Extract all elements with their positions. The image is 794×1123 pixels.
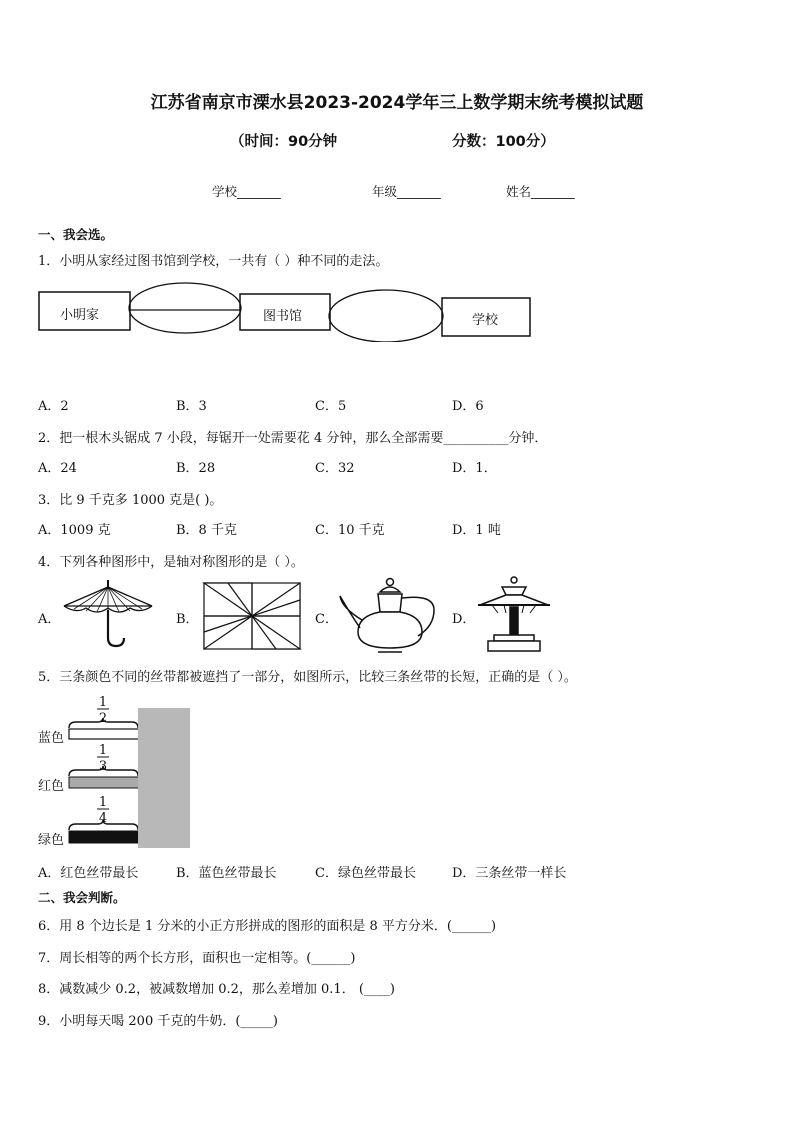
lamp-icon <box>476 575 552 655</box>
fraction-green-den: 4 <box>98 811 108 826</box>
q5-option-d[interactable]: D．三条丝带一样长 <box>452 866 567 881</box>
question-4-text: 4．下列各种图形中，是轴对称图形的是（ ）。 <box>38 555 304 570</box>
exam-time: （时间：90分钟 <box>230 134 338 150</box>
exam-score: 分数：100分） <box>452 134 555 150</box>
fraction-green-num: 1 <box>98 795 108 810</box>
question-5-text: 5．三条颜色不同的丝带都被遮挡了一部分，如图所示，比较三条丝带的长短，正确的是（ ）。 <box>38 670 577 685</box>
umbrella-icon <box>60 578 156 650</box>
q4-option-d[interactable]: D． <box>452 612 476 627</box>
q1-option-b[interactable]: B．3 <box>176 399 207 414</box>
name-field: 姓名_______ <box>506 184 575 199</box>
question-1-text: 1．小明从家经过图书馆到学校，一共有（ ）种不同的走法。 <box>38 254 389 269</box>
page-title: 江苏省南京市溧水县2023-2024学年三上数学期末统考模拟试题 <box>150 93 644 113</box>
q2-option-d[interactable]: D．1． <box>452 461 497 476</box>
place-school: 学校 <box>472 313 499 328</box>
question-6-text: 6．用 8 个边长是 1 分米的小正方形拼成的图形的面积是 8 平方分米．(______) <box>38 919 497 934</box>
q2-option-a[interactable]: A．24 <box>38 461 77 476</box>
place-home: 小明家 <box>60 308 100 323</box>
fraction-blue-num: 1 <box>98 695 108 710</box>
ribbon-label-green: 绿色 <box>38 833 65 848</box>
q3-option-d[interactable]: D．1 吨 <box>452 523 501 538</box>
q5-option-a[interactable]: A．红色丝带最长 <box>38 866 139 881</box>
ribbon-label-red: 红色 <box>38 779 65 794</box>
q2-option-c[interactable]: C．32 <box>315 461 355 476</box>
q3-option-b[interactable]: B．8 千克 <box>176 523 237 538</box>
q1-option-d[interactable]: D．6 <box>452 399 484 414</box>
question-8-text: 8．减数减少 0.2，被减数增加 0.2，那么差增加 0.1． (____) <box>38 982 395 997</box>
ribbon-blue <box>69 729 139 739</box>
section-1-title: 一、我会选。 <box>38 227 114 242</box>
fraction-red-den: 3 <box>98 759 108 774</box>
q2-option-b[interactable]: B．28 <box>176 461 216 476</box>
path-ellipse-2 <box>329 290 443 342</box>
ribbon-red <box>69 777 139 788</box>
q4-option-c[interactable]: C． <box>315 612 338 627</box>
ribbon-figure <box>36 692 196 850</box>
question-2-text: 2．把一根木头锯成 7 小段，每锯开一处需要花 4 分钟，那么全部需要__________分钟． <box>38 431 548 446</box>
teapot-icon <box>338 576 440 656</box>
place-library: 图书馆 <box>263 309 303 324</box>
question-3-text: 3．比 9 千克多 1000 克是( )。 <box>38 493 223 508</box>
q5-option-c[interactable]: C．绿色丝带最长 <box>315 866 416 881</box>
ribbon-label-blue: 蓝色 <box>38 731 65 746</box>
path-ellipse-1 <box>129 283 241 333</box>
q3-option-c[interactable]: C．10 千克 <box>315 523 385 538</box>
fraction-red-num: 1 <box>98 743 108 758</box>
cover-block <box>138 708 190 848</box>
section-2-title: 二、我会判断。 <box>38 890 126 905</box>
q3-option-a[interactable]: A．1009 克 <box>38 523 111 538</box>
q4-option-b[interactable]: B． <box>176 612 199 627</box>
question-7-text: 7．周长相等的两个长方形，面积也一定相等。(______) <box>38 951 356 966</box>
q4-option-a[interactable]: A． <box>38 612 61 627</box>
grade-field: 年级_______ <box>372 184 441 199</box>
q5-option-b[interactable]: B．蓝色丝带最长 <box>176 866 277 881</box>
ribbon-green <box>69 831 139 843</box>
q1-option-c[interactable]: C．5 <box>315 399 347 414</box>
q1-option-a[interactable]: A．2 <box>38 399 69 414</box>
question-9-text: 9．小明每天喝 200 千克的牛奶．(_____) <box>38 1014 278 1029</box>
pinwheel-icon <box>200 580 304 652</box>
fraction-blue-den: 2 <box>98 711 108 726</box>
school-field: 学校_______ <box>212 184 281 199</box>
